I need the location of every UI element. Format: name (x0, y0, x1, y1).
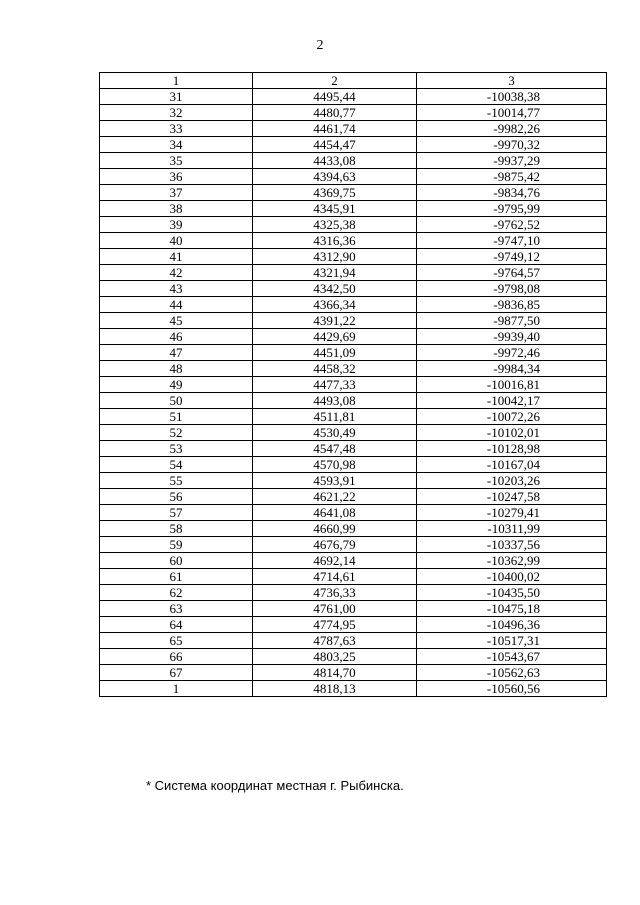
y-coordinate-cell: -10400,02 (417, 569, 607, 585)
table-row (100, 121, 607, 137)
table-row (100, 521, 607, 537)
point-number-cell: 55 (100, 473, 253, 489)
table-row (100, 489, 607, 505)
point-number-cell: 47 (100, 345, 253, 361)
x-coordinate-cell: 4429,69 (253, 329, 417, 345)
table-row (100, 393, 607, 409)
coordinates-table (99, 72, 607, 697)
y-coordinate-cell: -9798,08 (417, 281, 607, 297)
point-number-cell: 53 (100, 441, 253, 457)
y-coordinate-cell: -9937,29 (417, 153, 607, 169)
point-number-cell: 34 (100, 137, 253, 153)
table-row (100, 585, 607, 601)
point-number-cell: 37 (100, 185, 253, 201)
point-number-cell: 59 (100, 537, 253, 553)
table-row (100, 345, 607, 361)
column-header-1: 1 (100, 73, 253, 89)
point-number-cell: 58 (100, 521, 253, 537)
point-number-cell: 32 (100, 105, 253, 121)
x-coordinate-cell: 4761,00 (253, 601, 417, 617)
y-coordinate-cell: -9877,50 (417, 313, 607, 329)
point-number-cell: 51 (100, 409, 253, 425)
table-row (100, 153, 607, 169)
y-coordinate-cell: -9984,34 (417, 361, 607, 377)
y-coordinate-cell: -9764,57 (417, 265, 607, 281)
table-row (100, 425, 607, 441)
coordinates-table-body (100, 73, 607, 697)
x-coordinate-cell: 4480,77 (253, 105, 417, 121)
x-coordinate-cell: 4530,49 (253, 425, 417, 441)
point-number-cell: 62 (100, 585, 253, 601)
x-coordinate-cell: 4736,33 (253, 585, 417, 601)
page-number: 2 (316, 38, 324, 53)
y-coordinate-cell: -9939,40 (417, 329, 607, 345)
y-coordinate-cell: -10038,38 (417, 89, 607, 105)
y-coordinate-cell: -10014,77 (417, 105, 607, 121)
y-coordinate-cell: -10543,67 (417, 649, 607, 665)
x-coordinate-cell: 4321,94 (253, 265, 417, 281)
table-row (100, 217, 607, 233)
x-coordinate-cell: 4454,47 (253, 137, 417, 153)
point-number-cell: 56 (100, 489, 253, 505)
y-coordinate-cell: -10435,50 (417, 585, 607, 601)
table-row (100, 233, 607, 249)
table-row (100, 505, 607, 521)
x-coordinate-cell: 4394,63 (253, 169, 417, 185)
y-coordinate-cell: -9836,85 (417, 297, 607, 313)
point-number-cell: 39 (100, 217, 253, 233)
point-number-cell: 44 (100, 297, 253, 313)
y-coordinate-cell: -10362,99 (417, 553, 607, 569)
table-row (100, 537, 607, 553)
y-coordinate-cell: -9970,32 (417, 137, 607, 153)
x-coordinate-cell: 4814,70 (253, 665, 417, 681)
point-number-cell: 46 (100, 329, 253, 345)
y-coordinate-cell: -10042,17 (417, 393, 607, 409)
x-coordinate-cell: 4787,63 (253, 633, 417, 649)
x-coordinate-cell: 4458,32 (253, 361, 417, 377)
y-coordinate-cell: -10247,58 (417, 489, 607, 505)
x-coordinate-cell: 4774,95 (253, 617, 417, 633)
y-coordinate-cell: -10337,56 (417, 537, 607, 553)
table-row (100, 681, 607, 697)
x-coordinate-cell: 4511,81 (253, 409, 417, 425)
point-number-cell: 33 (100, 121, 253, 137)
point-number-cell: 57 (100, 505, 253, 521)
point-number-cell: 36 (100, 169, 253, 185)
x-coordinate-cell: 4676,79 (253, 537, 417, 553)
table-row (100, 201, 607, 217)
column-header-3: 3 (417, 73, 607, 89)
table-row (100, 569, 607, 585)
y-coordinate-cell: -9762,52 (417, 217, 607, 233)
point-number-cell: 31 (100, 89, 253, 105)
table-row (100, 89, 607, 105)
x-coordinate-cell: 4433,08 (253, 153, 417, 169)
x-coordinate-cell: 4621,22 (253, 489, 417, 505)
y-coordinate-cell: -10560,56 (417, 681, 607, 697)
y-coordinate-cell: -10203,26 (417, 473, 607, 489)
point-number-cell: 49 (100, 377, 253, 393)
x-coordinate-cell: 4692,14 (253, 553, 417, 569)
y-coordinate-cell: -10311,99 (417, 521, 607, 537)
y-coordinate-cell: -9747,10 (417, 233, 607, 249)
footnote: * Система координат местная г. Рыбинска. (146, 778, 404, 793)
table-row (100, 441, 607, 457)
table-row (100, 249, 607, 265)
point-number-cell: 40 (100, 233, 253, 249)
y-coordinate-cell: -9834,76 (417, 185, 607, 201)
x-coordinate-cell: 4660,99 (253, 521, 417, 537)
x-coordinate-cell: 4570,98 (253, 457, 417, 473)
y-coordinate-cell: -9795,99 (417, 201, 607, 217)
x-coordinate-cell: 4342,50 (253, 281, 417, 297)
table-row (100, 313, 607, 329)
table-row (100, 169, 607, 185)
point-number-cell: 66 (100, 649, 253, 665)
x-coordinate-cell: 4366,34 (253, 297, 417, 313)
y-coordinate-cell: -10072,26 (417, 409, 607, 425)
table-row (100, 361, 607, 377)
point-number-cell: 65 (100, 633, 253, 649)
point-number-cell: 52 (100, 425, 253, 441)
table-row (100, 105, 607, 121)
x-coordinate-cell: 4461,74 (253, 121, 417, 137)
table-row (100, 281, 607, 297)
y-coordinate-cell: -10562,63 (417, 665, 607, 681)
point-number-cell: 67 (100, 665, 253, 681)
table-row (100, 137, 607, 153)
x-coordinate-cell: 4495,44 (253, 89, 417, 105)
point-number-cell: 1 (100, 681, 253, 697)
table-row (100, 409, 607, 425)
point-number-cell: 35 (100, 153, 253, 169)
point-number-cell: 60 (100, 553, 253, 569)
table-row (100, 649, 607, 665)
table-row (100, 617, 607, 633)
table-row (100, 297, 607, 313)
y-coordinate-cell: -10016,81 (417, 377, 607, 393)
x-coordinate-cell: 4345,91 (253, 201, 417, 217)
x-coordinate-cell: 4369,75 (253, 185, 417, 201)
table-row (100, 601, 607, 617)
table-row (100, 633, 607, 649)
y-coordinate-cell: -9982,26 (417, 121, 607, 137)
point-number-cell: 64 (100, 617, 253, 633)
x-coordinate-cell: 4493,08 (253, 393, 417, 409)
x-coordinate-cell: 4312,90 (253, 249, 417, 265)
x-coordinate-cell: 4803,25 (253, 649, 417, 665)
point-number-cell: 45 (100, 313, 253, 329)
x-coordinate-cell: 4641,08 (253, 505, 417, 521)
table-row (100, 185, 607, 201)
table-header-row (100, 73, 607, 89)
x-coordinate-cell: 4593,91 (253, 473, 417, 489)
x-coordinate-cell: 4547,48 (253, 441, 417, 457)
x-coordinate-cell: 4316,36 (253, 233, 417, 249)
y-coordinate-cell: -10496,36 (417, 617, 607, 633)
y-coordinate-cell: -10475,18 (417, 601, 607, 617)
point-number-cell: 63 (100, 601, 253, 617)
y-coordinate-cell: -10128,98 (417, 441, 607, 457)
x-coordinate-cell: 4477,33 (253, 377, 417, 393)
point-number-cell: 43 (100, 281, 253, 297)
x-coordinate-cell: 4325,38 (253, 217, 417, 233)
point-number-cell: 42 (100, 265, 253, 281)
point-number-cell: 54 (100, 457, 253, 473)
y-coordinate-cell: -10279,41 (417, 505, 607, 521)
point-number-cell: 38 (100, 201, 253, 217)
table-row (100, 377, 607, 393)
y-coordinate-cell: -9972,46 (417, 345, 607, 361)
x-coordinate-cell: 4714,61 (253, 569, 417, 585)
point-number-cell: 50 (100, 393, 253, 409)
x-coordinate-cell: 4391,22 (253, 313, 417, 329)
point-number-cell: 41 (100, 249, 253, 265)
y-coordinate-cell: -10167,04 (417, 457, 607, 473)
table-row (100, 457, 607, 473)
column-header-2: 2 (253, 73, 417, 89)
y-coordinate-cell: -10517,31 (417, 633, 607, 649)
y-coordinate-cell: -9749,12 (417, 249, 607, 265)
table-row (100, 473, 607, 489)
x-coordinate-cell: 4818,13 (253, 681, 417, 697)
table-row (100, 265, 607, 281)
x-coordinate-cell: 4451,09 (253, 345, 417, 361)
y-coordinate-cell: -10102,01 (417, 425, 607, 441)
y-coordinate-cell: -9875,42 (417, 169, 607, 185)
point-number-cell: 48 (100, 361, 253, 377)
table-row (100, 665, 607, 681)
table-row (100, 553, 607, 569)
table-row (100, 329, 607, 345)
point-number-cell: 61 (100, 569, 253, 585)
